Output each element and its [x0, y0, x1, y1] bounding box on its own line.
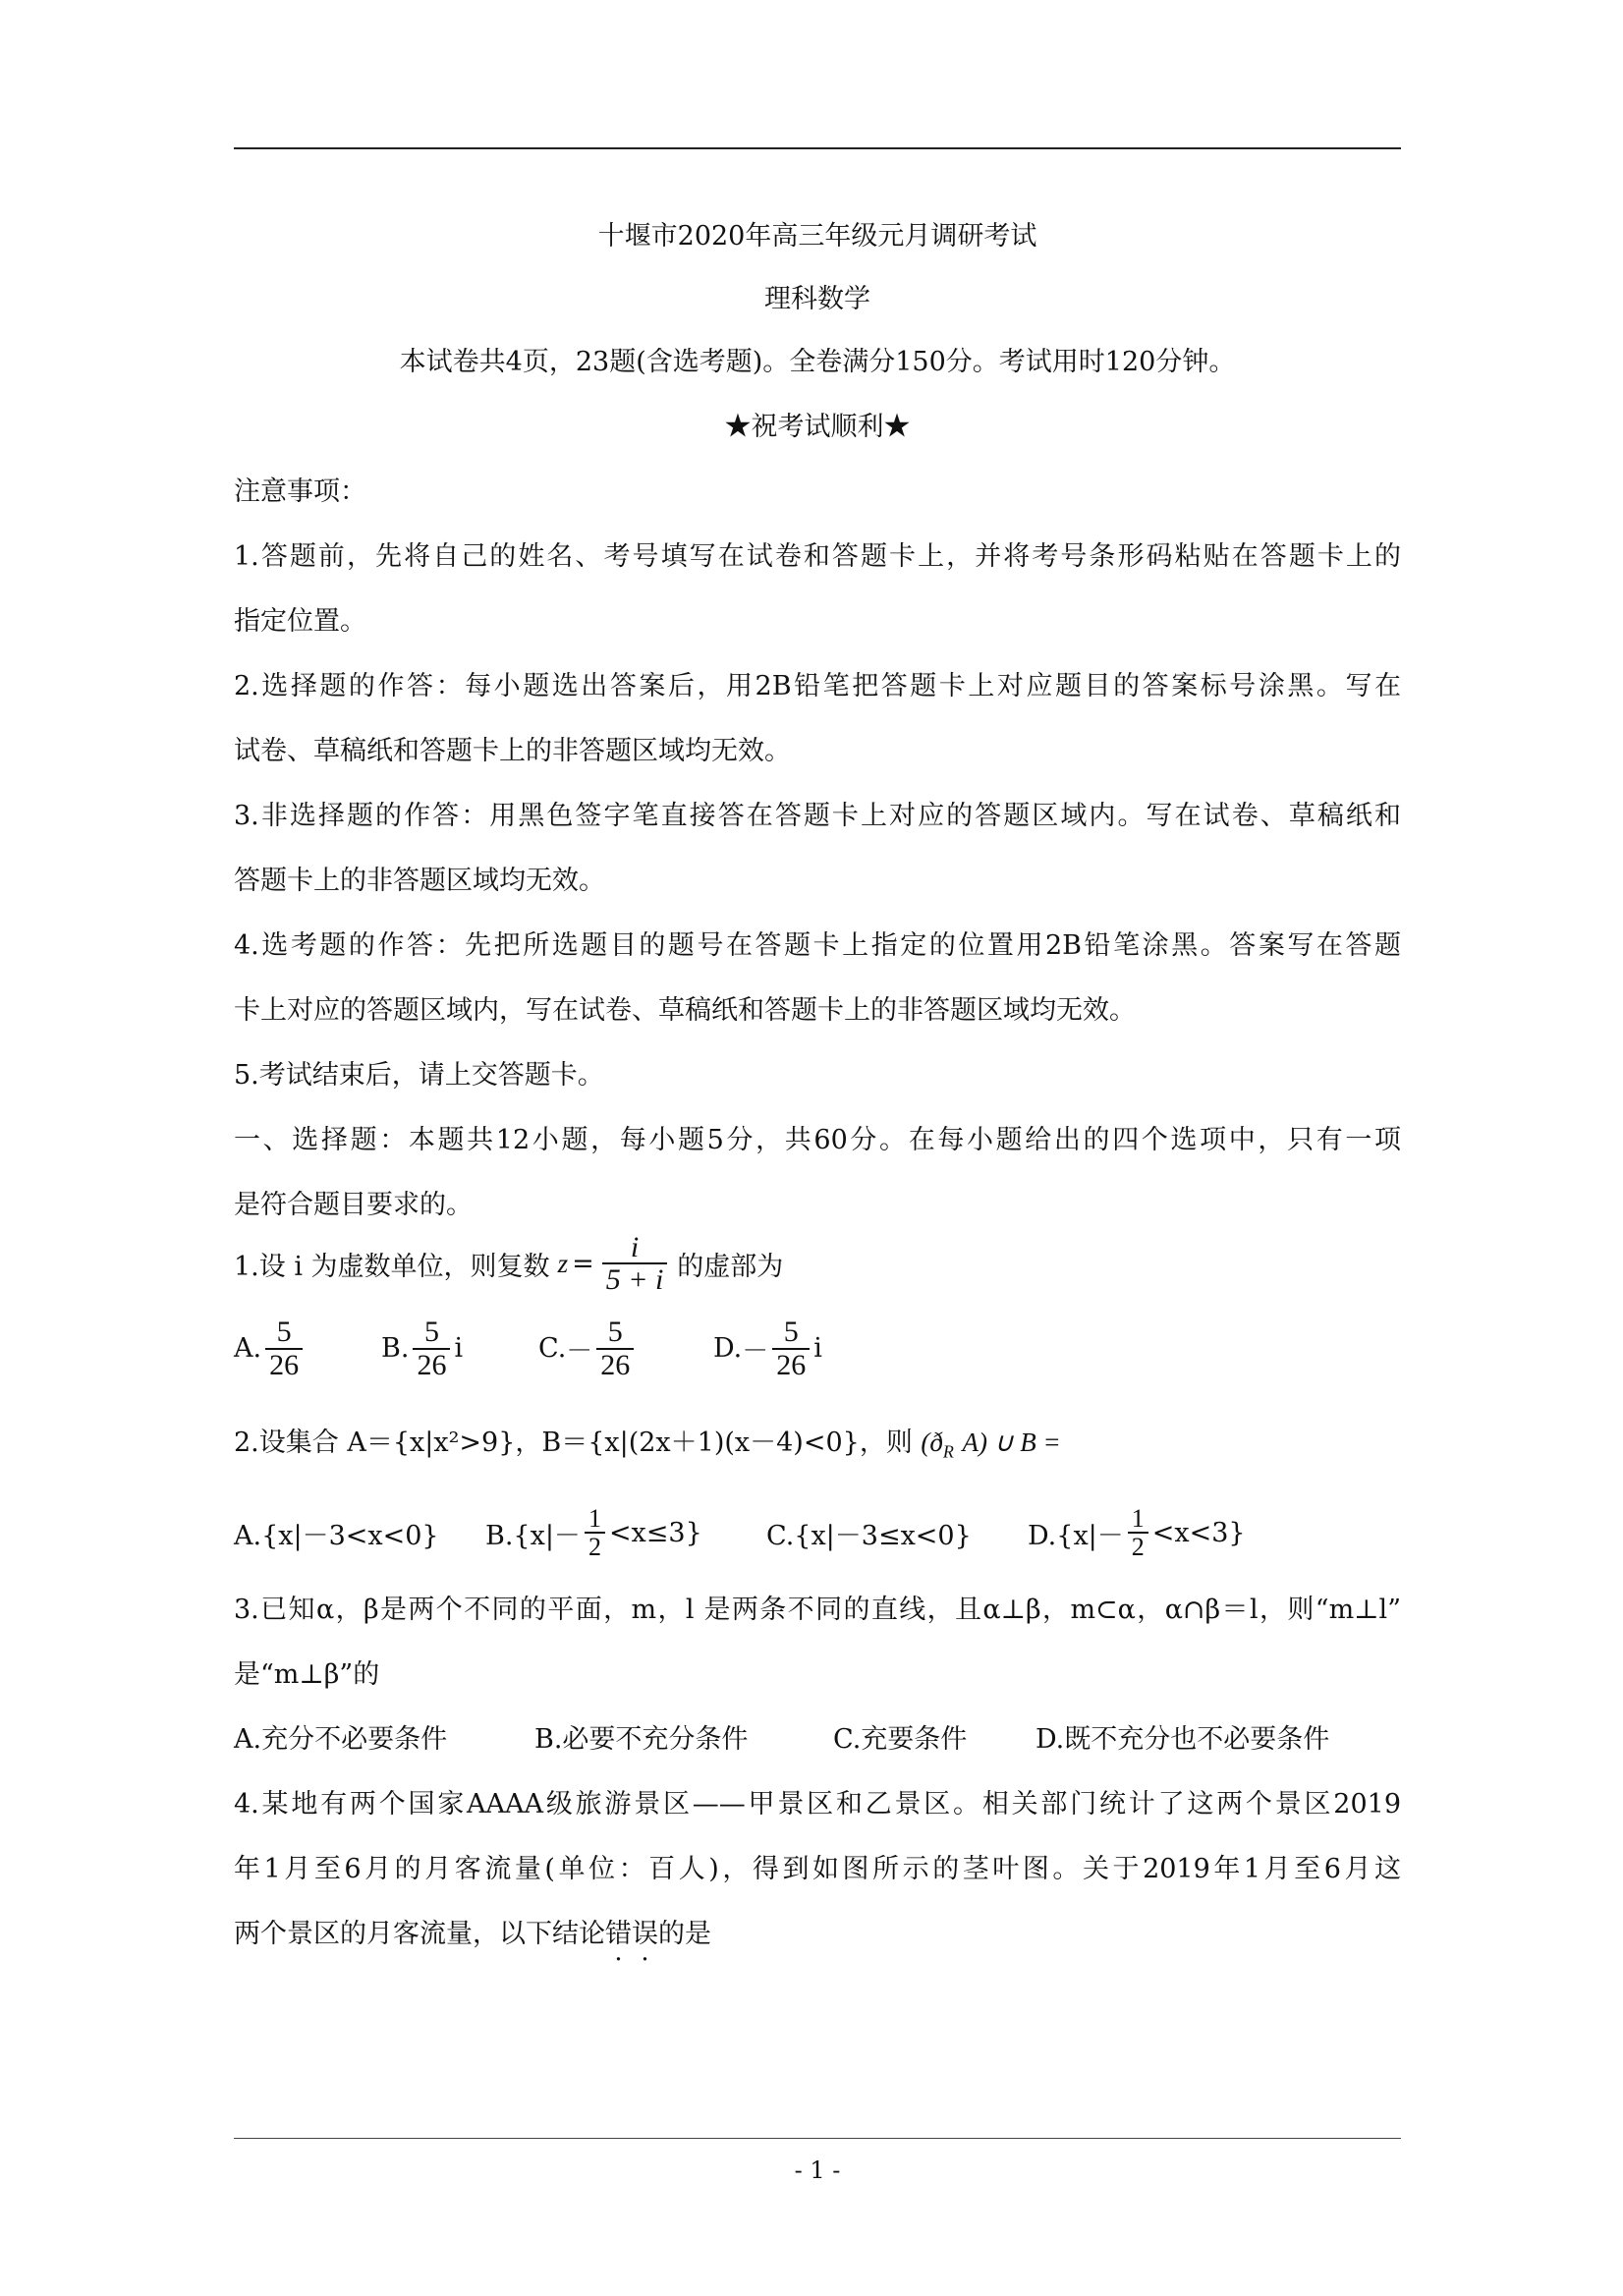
- q1-eq: =: [572, 1248, 594, 1279]
- q1-option-b-num: 5: [423, 1316, 439, 1348]
- q3-option-d[interactable]: D.既不充分也不必要条件: [1035, 1724, 1330, 1755]
- q1-option-b-label: B.: [381, 1333, 410, 1364]
- q1-var: z: [557, 1248, 569, 1278]
- q2-option-d-den: 2: [1128, 1532, 1148, 1560]
- q2-option-d-fraction: [1128, 1505, 1148, 1561]
- q3-option-b[interactable]: B.必要不充分条件: [534, 1724, 749, 1755]
- q2-expr: (ð: [921, 1428, 943, 1457]
- q1-option-a[interactable]: [234, 1316, 307, 1380]
- q2-option-a[interactable]: A.{x|－3<x<0}: [234, 1520, 439, 1551]
- q1-stem: [234, 1226, 1401, 1301]
- q1-option-d-label: D.: [713, 1333, 743, 1364]
- q2-option-c[interactable]: C.{x|－3≤x<0}: [766, 1520, 972, 1551]
- q2-option-d-pre: D.{x|－: [1028, 1520, 1124, 1551]
- q4-emph-char-1: 错: [605, 1919, 632, 1949]
- q4-line2: 年1月至6月的月客流量(单位：百人)，得到如图所示的茎叶图。关于2019年1月至6月这: [234, 1854, 1401, 1884]
- notice-item-5: 5.考试结束后，请上交答题卡。: [234, 1060, 604, 1091]
- q1-option-d-den: 26: [772, 1348, 810, 1381]
- q4-line1: 4.某地有两个国家AAAA级旅游景区——甲景区和乙景区。相关部门统计了这两个景区2019: [234, 1789, 1401, 1820]
- q1-option-d[interactable]: [713, 1316, 822, 1380]
- q2-stem-text: 2.设集合 A＝{x|x²>9}，B＝{x|(2x＋1)(x－4)<0}，则: [234, 1428, 913, 1458]
- q3-line2: 是“m⊥β”的: [234, 1659, 380, 1690]
- q2-option-d-num: 1: [1131, 1503, 1145, 1533]
- q1-option-c-num: 5: [607, 1316, 623, 1348]
- q4-emph-char-2: 误: [632, 1919, 658, 1949]
- q1-option-d-suffix: i: [813, 1333, 822, 1364]
- q2-expr-sub: R: [942, 1441, 954, 1462]
- q1-frac-den: 5 + i: [602, 1262, 668, 1296]
- notice-item-4-line1: 4.选考题的作答：先把所选题目的题号在答题卡上指定的位置用2B铅笔涂黑。答案写在答题: [234, 930, 1401, 961]
- q2-option-b-den: 2: [585, 1532, 605, 1560]
- q1-option-a-fraction: [265, 1316, 303, 1380]
- q4-line3-post: 的是: [658, 1919, 711, 1949]
- q3-option-a[interactable]: A.充分不必要条件: [234, 1724, 448, 1755]
- q4-line3: [234, 1912, 1401, 1950]
- q2-option-b-post: <x≤3}: [608, 1517, 702, 1548]
- notice-item-2-line2: 试卷、草稿纸和答题卡上的非答题区域均无效。: [234, 736, 791, 766]
- q1-option-c[interactable]: [538, 1316, 638, 1380]
- q2-option-b[interactable]: [485, 1493, 702, 1572]
- q1-option-c-prefix: －: [566, 1336, 593, 1367]
- q2-option-d-post: <x<3}: [1151, 1517, 1246, 1548]
- page-number: - 1 -: [794, 2156, 841, 2184]
- notice-item-4-line2: 卡上对应的答题区域内，写在试卷、草稿纸和答题卡上的非答题区域均无效。: [234, 995, 1136, 1026]
- exam-info: 本试卷共4页，23题(含选考题)。全卷满分150分。考试用时120分钟。: [399, 347, 1236, 377]
- notice-item-1-line2: 指定位置。: [234, 606, 366, 637]
- q2-option-b-fraction: [585, 1505, 605, 1561]
- notice-item-3-line2: 答题卡上的非答题区域均无效。: [234, 866, 605, 896]
- q1-stem-pre: 1.设 i 为虚数单位，则复数: [234, 1251, 550, 1282]
- header-rule: [234, 147, 1401, 149]
- q3-line1: 3.已知α，β是两个不同的平面，m，l 是两条不同的直线，且α⊥β，m⊂α，α∩β＝l，则“m⊥l”: [234, 1595, 1401, 1625]
- q1-option-d-num: 5: [783, 1316, 799, 1348]
- footer-rule: [234, 2138, 1401, 2139]
- q1-fraction: [602, 1232, 668, 1296]
- q1-stem-post: 的虚部为: [677, 1251, 784, 1282]
- q1-option-a-den: 26: [265, 1348, 303, 1381]
- q1-option-b-suffix: i: [454, 1333, 464, 1364]
- section1-line2: 是符合题目要求的。: [234, 1190, 473, 1220]
- blessing: ★祝考试顺利★: [724, 412, 911, 442]
- q4-line3-pre: 两个景区的月客流量，以下结论: [234, 1919, 605, 1949]
- q2-option-b-pre: B.{x|－: [485, 1520, 581, 1551]
- q1-option-c-label: C.: [538, 1333, 567, 1364]
- notice-item-3-line1: 3.非选择题的作答：用黑色签字笔直接答在答题卡上对应的答题区域内。写在试卷、草稿纸和: [234, 801, 1401, 831]
- q1-option-c-fraction: [596, 1316, 634, 1380]
- q1-option-d-prefix: －: [742, 1336, 769, 1367]
- q2-expr2: A) ∪ B =: [962, 1428, 1061, 1457]
- q1-frac-num: i: [630, 1230, 640, 1263]
- q1-option-c-den: 26: [596, 1348, 634, 1381]
- notice-item-2-line1: 2.选择题的作答：每小题选出答案后，用2B铅笔把答题卡上对应题目的答案标号涂黑。写在: [234, 671, 1401, 701]
- q1-option-a-num: 5: [276, 1316, 292, 1348]
- q2-stem: [234, 1421, 1401, 1462]
- q1-option-d-fraction: [772, 1316, 810, 1380]
- exam-subject: 理科数学: [764, 284, 870, 314]
- q1-option-b[interactable]: [381, 1316, 463, 1380]
- notice-item-1-line1: 1.答题前，先将自己的姓名、考号填写在试卷和答题卡上，并将考号条形码粘贴在答题卡上的: [234, 541, 1401, 572]
- q2-option-d[interactable]: [1028, 1493, 1246, 1572]
- q3-option-c[interactable]: C.充要条件: [833, 1724, 968, 1755]
- q1-option-b-den: 26: [413, 1348, 450, 1381]
- q2-option-b-num: 1: [588, 1503, 601, 1533]
- notice-heading: 注意事项：: [234, 476, 366, 507]
- q1-option-b-fraction: [413, 1316, 450, 1380]
- exam-title: 十堰市2020年高三年级元月调研考试: [597, 221, 1037, 252]
- q1-option-a-label: A.: [234, 1333, 262, 1364]
- section1-line1: 一、选择题：本题共12小题，每小题5分，共60分。在每小题给出的四个选项中，只有一项: [234, 1125, 1401, 1155]
